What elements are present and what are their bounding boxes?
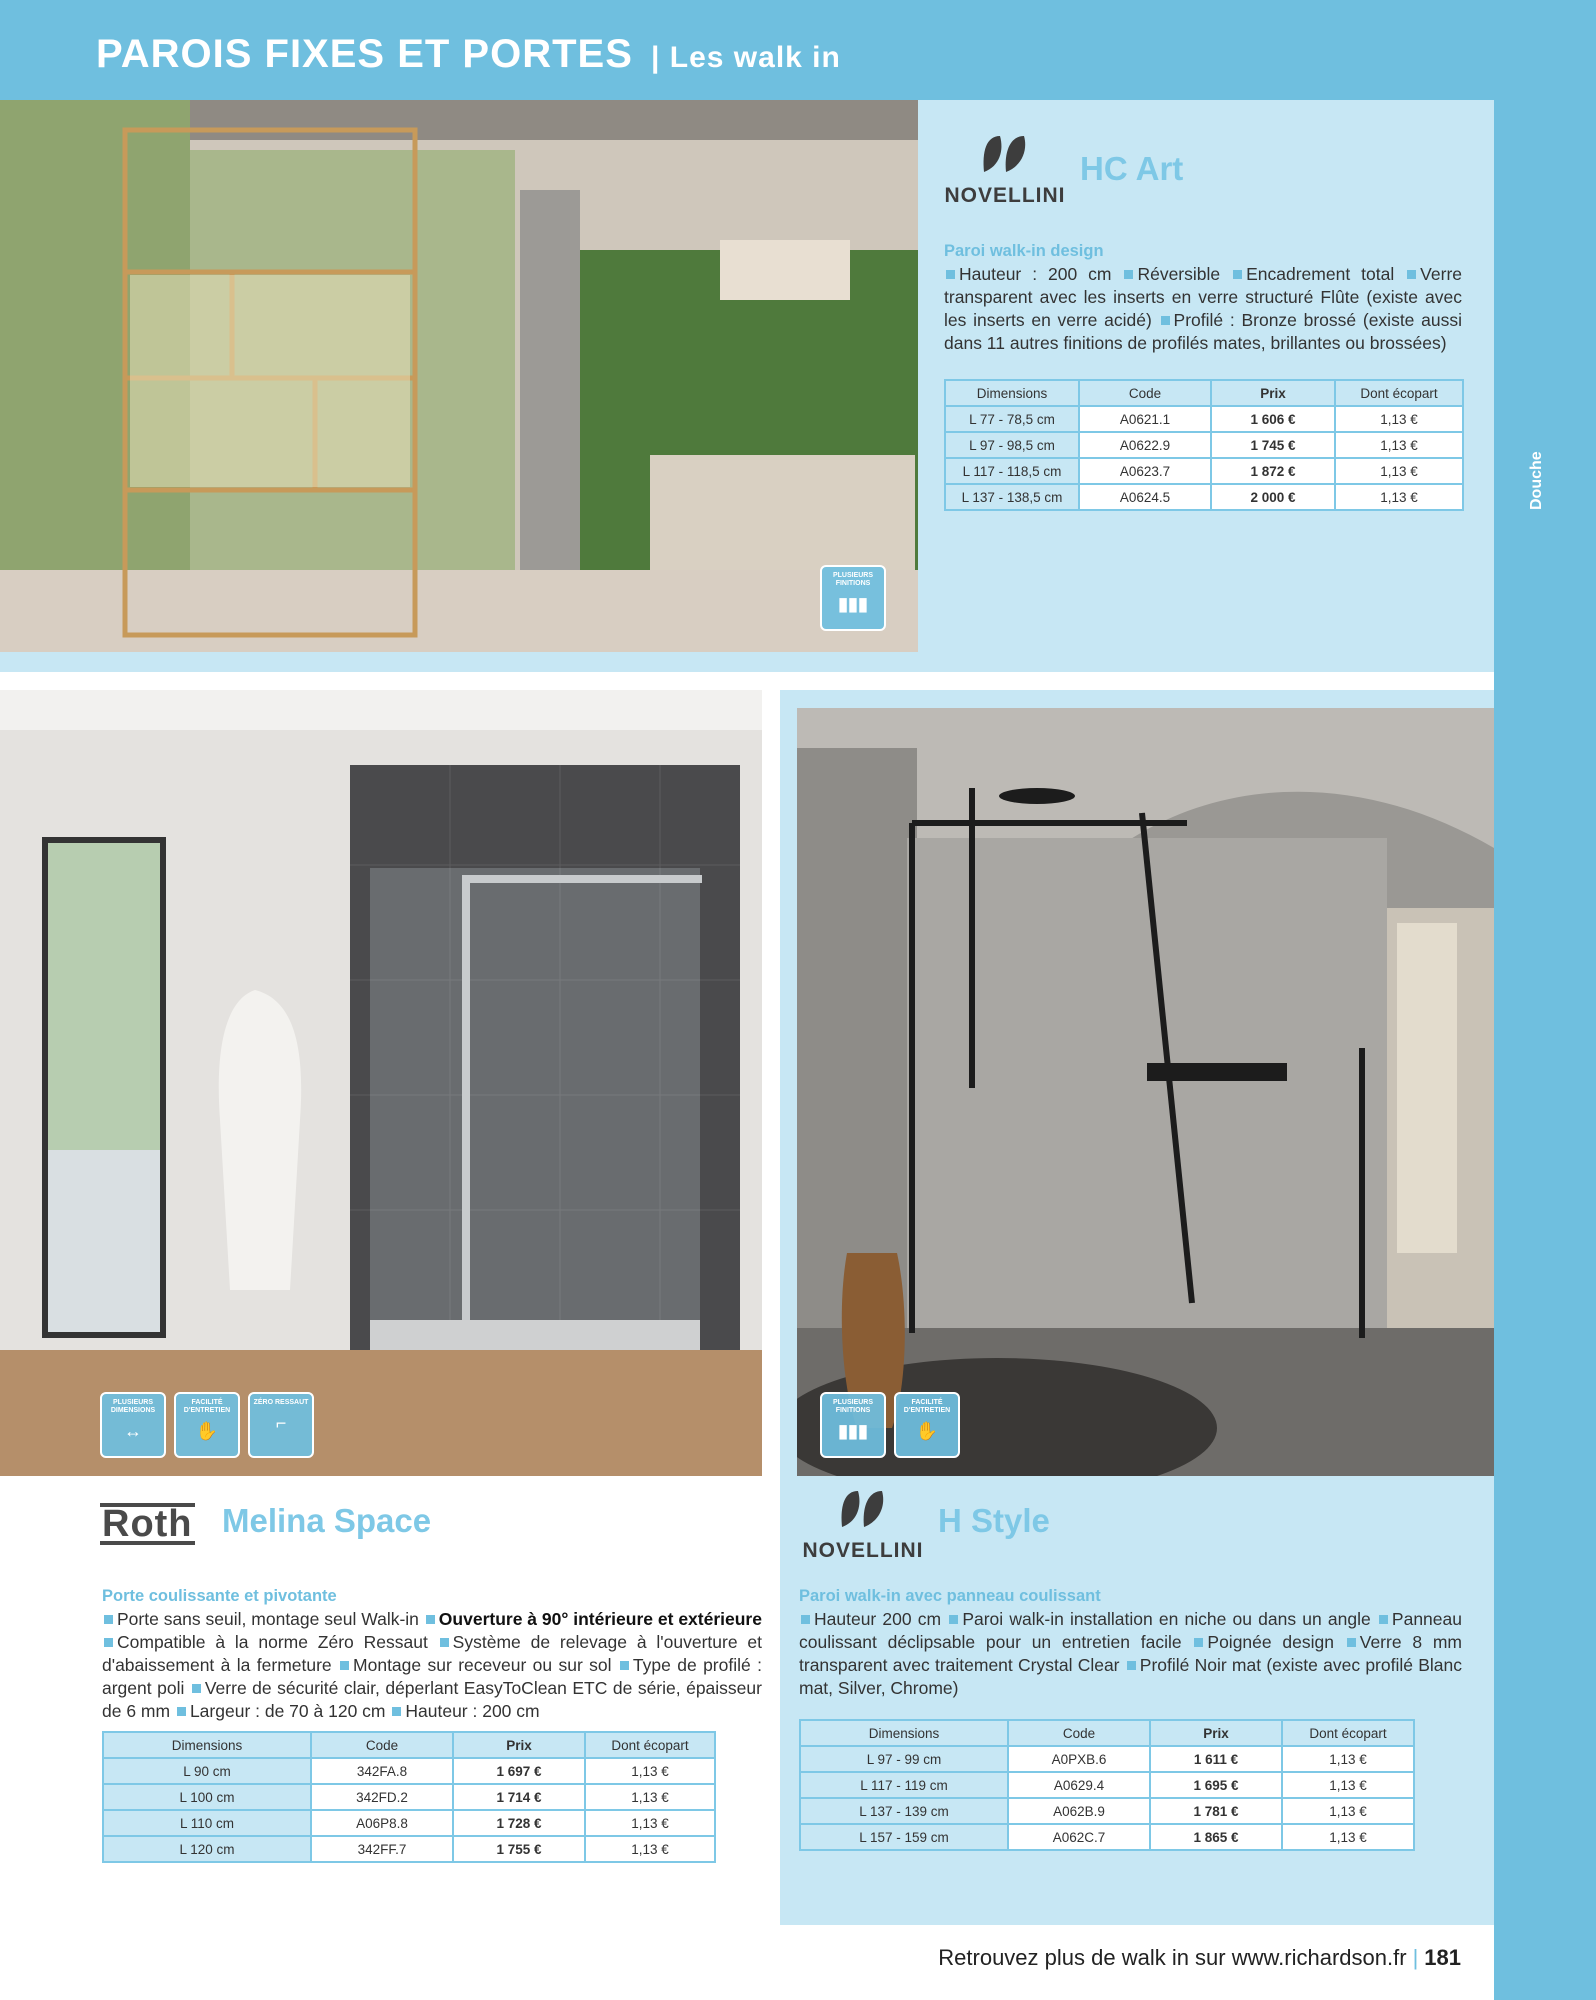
bullet-square bbox=[104, 1638, 113, 1647]
cell: A0621.1 bbox=[1079, 406, 1211, 432]
h-style-description bbox=[799, 1585, 1462, 1700]
cell: A0623.7 bbox=[1079, 458, 1211, 484]
feature: Hauteur : 200 cm bbox=[959, 264, 1112, 284]
cell: 1 872 € bbox=[1211, 458, 1335, 484]
bullet-square bbox=[1124, 270, 1133, 279]
bullet-square bbox=[104, 1615, 113, 1624]
cell: 1,13 € bbox=[1282, 1772, 1414, 1798]
bullet-square bbox=[1161, 316, 1170, 325]
h-style-photo bbox=[797, 708, 1494, 1476]
cell: A062B.9 bbox=[1008, 1798, 1150, 1824]
cell: A062C.7 bbox=[1008, 1824, 1150, 1850]
bullet-square bbox=[392, 1707, 401, 1716]
cell: 1 714 € bbox=[453, 1784, 585, 1810]
cell: 1 606 € bbox=[1211, 406, 1335, 432]
cell: 1,13 € bbox=[1282, 1798, 1414, 1824]
bullet-square bbox=[340, 1661, 349, 1670]
bullet-square bbox=[1347, 1638, 1356, 1647]
novellini-mark-icon bbox=[980, 132, 1030, 178]
cell: A0624.5 bbox=[1079, 484, 1211, 510]
cell: 342FF.7 bbox=[311, 1836, 453, 1862]
badge-label: ZÉRO RESSAUT bbox=[253, 1399, 309, 1406]
col-header: Code bbox=[1079, 380, 1211, 406]
bullet-square bbox=[949, 1615, 958, 1624]
feature: Profilé : Bronze brossé (existe aussi dans 11 autres finitions de profilés mates, brillantes ou brossées) bbox=[944, 310, 1462, 353]
cell: 1 865 € bbox=[1150, 1824, 1282, 1850]
cell: L 97 - 98,5 cm bbox=[945, 432, 1079, 458]
cell: 1 755 € bbox=[453, 1836, 585, 1862]
melina-badges bbox=[100, 1392, 314, 1458]
cell: A0622.9 bbox=[1079, 432, 1211, 458]
table-row bbox=[945, 406, 1463, 432]
col-header: Dimensions bbox=[945, 380, 1079, 406]
feature: Profilé Noir mat (existe avec profilé Blanc mat, Silver, Chrome) bbox=[799, 1655, 1462, 1698]
cell: 1,13 € bbox=[1282, 1746, 1414, 1772]
cell: L 117 - 118,5 cm bbox=[945, 458, 1079, 484]
page-number: 181 bbox=[1424, 1945, 1461, 1970]
cell: L 110 cm bbox=[103, 1810, 311, 1836]
page-title bbox=[96, 32, 841, 77]
bullet-square bbox=[440, 1638, 449, 1647]
footer-separator: | bbox=[1412, 1945, 1419, 1970]
col-header: Dimensions bbox=[103, 1732, 311, 1758]
feature: Largeur : de 70 à 120 cm bbox=[189, 1701, 386, 1721]
col-header: Dont écopart bbox=[1282, 1720, 1414, 1746]
bullet-square bbox=[946, 270, 955, 279]
melina-space-photo bbox=[0, 690, 762, 1476]
hc-art-title: HC Art bbox=[1080, 150, 1184, 187]
table-row bbox=[800, 1824, 1414, 1850]
cleaning-hand-icon: ✋ bbox=[195, 1421, 219, 1441]
cell: 342FA.8 bbox=[311, 1758, 453, 1784]
bullet-square bbox=[1407, 270, 1416, 279]
cell: L 90 cm bbox=[103, 1758, 311, 1784]
feature-highlight: Ouverture à 90° intérieure et extérieure bbox=[438, 1609, 762, 1629]
subtitle-text: Les walk in bbox=[669, 41, 841, 74]
badge-entretien bbox=[894, 1392, 960, 1458]
feature: Paroi walk-in installation en niche ou dans un angle bbox=[962, 1609, 1371, 1629]
feature: Type de profilé : argent poli bbox=[102, 1655, 762, 1698]
bullet-square bbox=[620, 1661, 629, 1670]
cleaning-hand-icon: ✋ bbox=[915, 1421, 939, 1441]
col-header: Dont écopart bbox=[585, 1732, 715, 1758]
cell: 1 728 € bbox=[453, 1810, 585, 1836]
cell: 1,13 € bbox=[1335, 484, 1463, 510]
feature: Poignée design bbox=[1207, 1632, 1334, 1652]
badge-finitions bbox=[820, 1392, 886, 1458]
footer-link-text[interactable]: Retrouvez plus de walk in sur www.richardson.fr bbox=[938, 1945, 1407, 1970]
table-row bbox=[945, 432, 1463, 458]
cell: 1,13 € bbox=[585, 1784, 715, 1810]
bullet-square bbox=[192, 1684, 201, 1693]
side-strip bbox=[1494, 100, 1596, 2000]
novellini-logo bbox=[940, 132, 1070, 208]
badge-label: FACILITÉ D'ENTRETIEN bbox=[183, 1399, 231, 1414]
cell: L 100 cm bbox=[103, 1784, 311, 1810]
cell: L 97 - 99 cm bbox=[800, 1746, 1008, 1772]
cell: 1,13 € bbox=[1335, 458, 1463, 484]
section-subtitle bbox=[651, 41, 841, 74]
cell: L 117 - 119 cm bbox=[800, 1772, 1008, 1798]
table-row bbox=[945, 458, 1463, 484]
col-header: Prix bbox=[1150, 1720, 1282, 1746]
table-header-row bbox=[103, 1732, 715, 1758]
melina-space-price-table bbox=[102, 1731, 716, 1863]
cell: 1 611 € bbox=[1150, 1746, 1282, 1772]
badge-label: PLUSIEURS FINITIONS bbox=[832, 572, 874, 587]
badge-dimensions bbox=[100, 1392, 166, 1458]
feature: Verre transparent avec les inserts en verre structuré Flûte (existe avec les inserts en verre acidé) bbox=[944, 264, 1462, 330]
feature: Porte sans seuil, montage seul Walk-in bbox=[117, 1609, 419, 1629]
melina-space-description bbox=[102, 1585, 762, 1723]
cell: 1 695 € bbox=[1150, 1772, 1282, 1798]
badge-label: PLUSIEURS DIMENSIONS bbox=[110, 1399, 156, 1414]
product-subtitle: Porte coulissante et pivotante bbox=[102, 1587, 337, 1605]
h-style-title: H Style bbox=[938, 1502, 1050, 1539]
col-header: Prix bbox=[1211, 380, 1335, 406]
side-category-label: Douche bbox=[1528, 451, 1545, 510]
bullet-square bbox=[1233, 270, 1242, 279]
table-row bbox=[800, 1772, 1414, 1798]
title-separator: | bbox=[651, 41, 661, 74]
cell: 342FD.2 bbox=[311, 1784, 453, 1810]
badge-label: FACILITÉ D'ENTRETIEN bbox=[903, 1399, 951, 1414]
table-row bbox=[103, 1784, 715, 1810]
page-header bbox=[0, 0, 1596, 100]
novellini-logo bbox=[798, 1487, 928, 1563]
product-subtitle: Paroi walk-in avec panneau coulissant bbox=[799, 1587, 1101, 1605]
table-header-row bbox=[800, 1720, 1414, 1746]
cell: L 157 - 159 cm bbox=[800, 1824, 1008, 1850]
brand-name: NOVELLINI bbox=[944, 184, 1066, 207]
h-style-price-table bbox=[799, 1719, 1415, 1851]
table-header-row bbox=[945, 380, 1463, 406]
cell: 1,13 € bbox=[1335, 406, 1463, 432]
col-header: Dimensions bbox=[800, 1720, 1008, 1746]
cell: L 137 - 138,5 cm bbox=[945, 484, 1079, 510]
bullet-square bbox=[1194, 1638, 1203, 1647]
cell: L 120 cm bbox=[103, 1836, 311, 1862]
cell: A06P8.8 bbox=[311, 1810, 453, 1836]
table-row bbox=[103, 1836, 715, 1862]
page-footer bbox=[938, 1945, 1461, 1971]
cell: 1 697 € bbox=[453, 1758, 585, 1784]
cell: 1,13 € bbox=[585, 1836, 715, 1862]
dimensions-arrows-icon: ↔ bbox=[124, 1421, 142, 1441]
cell: 1,13 € bbox=[585, 1758, 715, 1784]
hc-art-description bbox=[944, 240, 1462, 355]
feature: Compatible à la norme Zéro Ressaut bbox=[117, 1632, 428, 1652]
bullet-square bbox=[426, 1615, 435, 1624]
bullet-square bbox=[1379, 1615, 1388, 1624]
h-style-badges bbox=[820, 1392, 960, 1458]
table-row bbox=[103, 1758, 715, 1784]
badge-finitions bbox=[820, 565, 886, 631]
melina-space-title: Melina Space bbox=[222, 1502, 432, 1539]
finish-swatches-icon: ▮▮▮ bbox=[838, 1421, 868, 1441]
cell: 1,13 € bbox=[585, 1810, 715, 1836]
feature: Encadrement total bbox=[1246, 264, 1395, 284]
col-header: Code bbox=[311, 1732, 453, 1758]
cell: 2 000 € bbox=[1211, 484, 1335, 510]
feature: Réversible bbox=[1137, 264, 1221, 284]
feature: Système de relevage à l'ouverture et d'abaissement à la fermeture bbox=[102, 1632, 762, 1675]
table-row bbox=[800, 1746, 1414, 1772]
badge-label: PLUSIEURS FINITIONS bbox=[832, 1399, 874, 1414]
hc-art-badges bbox=[820, 565, 886, 631]
feature: Hauteur : 200 cm bbox=[405, 1701, 540, 1721]
hc-art-price-table bbox=[944, 379, 1464, 511]
floor-level-icon: ⌐ bbox=[275, 1413, 287, 1433]
bullet-square bbox=[1127, 1661, 1136, 1670]
col-header: Prix bbox=[453, 1732, 585, 1758]
product-subtitle: Paroi walk-in design bbox=[944, 242, 1104, 260]
feature: Montage sur receveur ou sur sol bbox=[353, 1655, 612, 1675]
cell: A0PXB.6 bbox=[1008, 1746, 1150, 1772]
feature: Verre 8 mm transparent avec traitement Crystal Clear bbox=[799, 1632, 1462, 1675]
feature: Panneau coulissant déclipsable pour un entretien facile bbox=[799, 1609, 1462, 1652]
col-header: Code bbox=[1008, 1720, 1150, 1746]
col-header: Dont écopart bbox=[1335, 380, 1463, 406]
feature: Verre de sécurité clair, déperlant EasyToClean ETC de série, épaisseur de 6 mm bbox=[102, 1678, 762, 1721]
finish-swatches-icon: ▮▮▮ bbox=[838, 594, 868, 614]
cell: 1,13 € bbox=[1335, 432, 1463, 458]
hc-art-photo bbox=[0, 100, 918, 652]
novellini-mark-icon bbox=[838, 1487, 888, 1533]
cell: 1 781 € bbox=[1150, 1798, 1282, 1824]
table-row bbox=[800, 1798, 1414, 1824]
table-row bbox=[103, 1810, 715, 1836]
bullet-square bbox=[801, 1615, 810, 1624]
brand-name: NOVELLINI bbox=[802, 1539, 924, 1562]
feature: Hauteur 200 cm bbox=[814, 1609, 942, 1629]
badge-zero-ressaut bbox=[248, 1392, 314, 1458]
cell: 1 745 € bbox=[1211, 432, 1335, 458]
bullet-square bbox=[177, 1707, 186, 1716]
cell: L 77 - 78,5 cm bbox=[945, 406, 1079, 432]
cell: A0629.4 bbox=[1008, 1772, 1150, 1798]
cell: 1,13 € bbox=[1282, 1824, 1414, 1850]
cell: L 137 - 139 cm bbox=[800, 1798, 1008, 1824]
roth-logo: Roth bbox=[102, 1503, 193, 1545]
table-row bbox=[945, 484, 1463, 510]
badge-entretien bbox=[174, 1392, 240, 1458]
section-title: PAROIS FIXES ET PORTES bbox=[96, 32, 633, 76]
